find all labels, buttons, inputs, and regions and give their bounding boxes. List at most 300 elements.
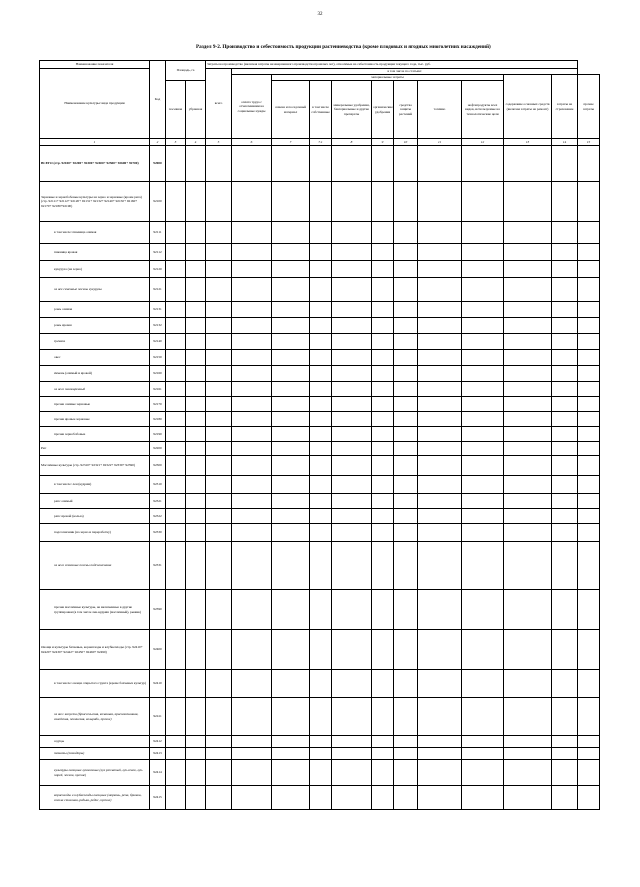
- value-cell[interactable]: [504, 670, 552, 698]
- value-cell[interactable]: [552, 146, 578, 182]
- value-cell[interactable]: [232, 318, 272, 334]
- value-cell[interactable]: [552, 318, 578, 334]
- value-cell[interactable]: [232, 670, 272, 698]
- value-cell[interactable]: [504, 334, 552, 350]
- value-cell[interactable]: [272, 427, 310, 442]
- value-cell[interactable]: [186, 524, 206, 542]
- value-cell[interactable]: [166, 278, 186, 302]
- value-cell[interactable]: [232, 334, 272, 350]
- value-cell[interactable]: [186, 261, 206, 278]
- value-cell[interactable]: [552, 334, 578, 350]
- value-cell[interactable]: [232, 427, 272, 442]
- value-cell[interactable]: [578, 630, 600, 670]
- value-cell[interactable]: [232, 494, 272, 509]
- value-cell[interactable]: [578, 590, 600, 630]
- value-cell[interactable]: [462, 748, 504, 760]
- value-cell[interactable]: [372, 748, 394, 760]
- value-cell[interactable]: [462, 350, 504, 366]
- value-cell[interactable]: [462, 244, 504, 261]
- value-cell[interactable]: [310, 670, 332, 698]
- value-cell[interactable]: [372, 182, 394, 222]
- value-cell[interactable]: [186, 442, 206, 456]
- value-cell[interactable]: [206, 222, 232, 244]
- value-cell[interactable]: [232, 630, 272, 670]
- value-cell[interactable]: [372, 736, 394, 748]
- value-cell[interactable]: [332, 524, 372, 542]
- value-cell[interactable]: [206, 456, 232, 476]
- value-cell[interactable]: [504, 698, 552, 736]
- value-cell[interactable]: [332, 698, 372, 736]
- value-cell[interactable]: [418, 412, 462, 427]
- value-cell[interactable]: [272, 318, 310, 334]
- value-cell[interactable]: [186, 222, 206, 244]
- value-cell[interactable]: [186, 302, 206, 318]
- value-cell[interactable]: [166, 509, 186, 524]
- value-cell[interactable]: [462, 397, 504, 412]
- value-cell[interactable]: [504, 590, 552, 630]
- value-cell[interactable]: [578, 222, 600, 244]
- value-cell[interactable]: [504, 350, 552, 366]
- value-cell[interactable]: [332, 146, 372, 182]
- value-cell[interactable]: [232, 182, 272, 222]
- value-cell[interactable]: [418, 222, 462, 244]
- value-cell[interactable]: [372, 146, 394, 182]
- value-cell[interactable]: [206, 590, 232, 630]
- value-cell[interactable]: [504, 182, 552, 222]
- value-cell[interactable]: [578, 350, 600, 366]
- value-cell[interactable]: [418, 397, 462, 412]
- value-cell[interactable]: [372, 476, 394, 494]
- value-cell[interactable]: [310, 366, 332, 382]
- value-cell[interactable]: [206, 382, 232, 397]
- value-cell[interactable]: [394, 412, 418, 427]
- value-cell[interactable]: [372, 524, 394, 542]
- value-cell[interactable]: [372, 456, 394, 476]
- value-cell[interactable]: [578, 748, 600, 760]
- value-cell[interactable]: [552, 542, 578, 590]
- value-cell[interactable]: [310, 494, 332, 509]
- value-cell[interactable]: [372, 670, 394, 698]
- value-cell[interactable]: [272, 542, 310, 590]
- value-cell[interactable]: [418, 760, 462, 786]
- value-cell[interactable]: [418, 442, 462, 456]
- value-cell[interactable]: [578, 302, 600, 318]
- value-cell[interactable]: [578, 698, 600, 736]
- value-cell[interactable]: [272, 350, 310, 366]
- value-cell[interactable]: [166, 736, 186, 748]
- value-cell[interactable]: [394, 630, 418, 670]
- value-cell[interactable]: [232, 302, 272, 318]
- value-cell[interactable]: [186, 397, 206, 412]
- value-cell[interactable]: [578, 261, 600, 278]
- value-cell[interactable]: [578, 670, 600, 698]
- value-cell[interactable]: [206, 542, 232, 590]
- value-cell[interactable]: [418, 146, 462, 182]
- value-cell[interactable]: [332, 494, 372, 509]
- value-cell[interactable]: [186, 427, 206, 442]
- value-cell[interactable]: [310, 630, 332, 670]
- value-cell[interactable]: [232, 524, 272, 542]
- value-cell[interactable]: [504, 524, 552, 542]
- value-cell[interactable]: [372, 334, 394, 350]
- value-cell[interactable]: [418, 670, 462, 698]
- value-cell[interactable]: [552, 456, 578, 476]
- value-cell[interactable]: [462, 476, 504, 494]
- value-cell[interactable]: [272, 146, 310, 182]
- value-cell[interactable]: [332, 382, 372, 397]
- value-cell[interactable]: [552, 524, 578, 542]
- value-cell[interactable]: [166, 542, 186, 590]
- value-cell[interactable]: [206, 278, 232, 302]
- value-cell[interactable]: [272, 244, 310, 261]
- value-cell[interactable]: [578, 442, 600, 456]
- value-cell[interactable]: [206, 736, 232, 748]
- value-cell[interactable]: [394, 182, 418, 222]
- value-cell[interactable]: [186, 630, 206, 670]
- value-cell[interactable]: [310, 698, 332, 736]
- value-cell[interactable]: [232, 146, 272, 182]
- value-cell[interactable]: [578, 456, 600, 476]
- value-cell[interactable]: [552, 630, 578, 670]
- value-cell[interactable]: [206, 442, 232, 456]
- value-cell[interactable]: [272, 302, 310, 318]
- value-cell[interactable]: [310, 427, 332, 442]
- value-cell[interactable]: [272, 476, 310, 494]
- value-cell[interactable]: [462, 760, 504, 786]
- value-cell[interactable]: [504, 542, 552, 590]
- value-cell[interactable]: [232, 698, 272, 736]
- value-cell[interactable]: [186, 786, 206, 810]
- value-cell[interactable]: [578, 786, 600, 810]
- value-cell[interactable]: [394, 736, 418, 748]
- value-cell[interactable]: [206, 397, 232, 412]
- value-cell[interactable]: [332, 366, 372, 382]
- value-cell[interactable]: [462, 278, 504, 302]
- value-cell[interactable]: [272, 760, 310, 786]
- value-cell[interactable]: [166, 182, 186, 222]
- value-cell[interactable]: [310, 456, 332, 476]
- value-cell[interactable]: [372, 509, 394, 524]
- value-cell[interactable]: [186, 760, 206, 786]
- value-cell[interactable]: [166, 427, 186, 442]
- value-cell[interactable]: [504, 509, 552, 524]
- value-cell[interactable]: [166, 760, 186, 786]
- value-cell[interactable]: [552, 736, 578, 748]
- value-cell[interactable]: [232, 509, 272, 524]
- value-cell[interactable]: [332, 397, 372, 412]
- value-cell[interactable]: [310, 278, 332, 302]
- value-cell[interactable]: [232, 760, 272, 786]
- value-cell[interactable]: [504, 366, 552, 382]
- value-cell[interactable]: [372, 630, 394, 670]
- value-cell[interactable]: [206, 760, 232, 786]
- value-cell[interactable]: [166, 590, 186, 630]
- value-cell[interactable]: [504, 456, 552, 476]
- value-cell[interactable]: [332, 334, 372, 350]
- value-cell[interactable]: [418, 736, 462, 748]
- value-cell[interactable]: [394, 590, 418, 630]
- value-cell[interactable]: [206, 334, 232, 350]
- value-cell[interactable]: [206, 670, 232, 698]
- value-cell[interactable]: [166, 670, 186, 698]
- value-cell[interactable]: [310, 412, 332, 427]
- value-cell[interactable]: [462, 786, 504, 810]
- value-cell[interactable]: [418, 786, 462, 810]
- value-cell[interactable]: [332, 442, 372, 456]
- value-cell[interactable]: [462, 427, 504, 442]
- value-cell[interactable]: [394, 509, 418, 524]
- value-cell[interactable]: [206, 476, 232, 494]
- value-cell[interactable]: [578, 524, 600, 542]
- value-cell[interactable]: [166, 244, 186, 261]
- value-cell[interactable]: [578, 494, 600, 509]
- value-cell[interactable]: [504, 412, 552, 427]
- value-cell[interactable]: [232, 736, 272, 748]
- value-cell[interactable]: [332, 182, 372, 222]
- value-cell[interactable]: [372, 302, 394, 318]
- value-cell[interactable]: [504, 261, 552, 278]
- value-cell[interactable]: [578, 412, 600, 427]
- value-cell[interactable]: [272, 366, 310, 382]
- value-cell[interactable]: [166, 786, 186, 810]
- value-cell[interactable]: [372, 318, 394, 334]
- value-cell[interactable]: [310, 182, 332, 222]
- value-cell[interactable]: [272, 670, 310, 698]
- value-cell[interactable]: [272, 412, 310, 427]
- value-cell[interactable]: [272, 509, 310, 524]
- value-cell[interactable]: [310, 542, 332, 590]
- value-cell[interactable]: [504, 494, 552, 509]
- value-cell[interactable]: [418, 524, 462, 542]
- value-cell[interactable]: [332, 476, 372, 494]
- value-cell[interactable]: [552, 278, 578, 302]
- value-cell[interactable]: [504, 748, 552, 760]
- value-cell[interactable]: [310, 476, 332, 494]
- value-cell[interactable]: [232, 456, 272, 476]
- value-cell[interactable]: [272, 630, 310, 670]
- value-cell[interactable]: [552, 302, 578, 318]
- value-cell[interactable]: [310, 736, 332, 748]
- value-cell[interactable]: [372, 412, 394, 427]
- value-cell[interactable]: [232, 222, 272, 244]
- value-cell[interactable]: [186, 366, 206, 382]
- value-cell[interactable]: [310, 760, 332, 786]
- value-cell[interactable]: [578, 182, 600, 222]
- value-cell[interactable]: [578, 736, 600, 748]
- value-cell[interactable]: [372, 786, 394, 810]
- value-cell[interactable]: [166, 476, 186, 494]
- value-cell[interactable]: [504, 382, 552, 397]
- value-cell[interactable]: [332, 786, 372, 810]
- value-cell[interactable]: [186, 670, 206, 698]
- value-cell[interactable]: [372, 244, 394, 261]
- value-cell[interactable]: [578, 427, 600, 442]
- value-cell[interactable]: [552, 350, 578, 366]
- value-cell[interactable]: [232, 278, 272, 302]
- value-cell[interactable]: [418, 302, 462, 318]
- value-cell[interactable]: [418, 350, 462, 366]
- value-cell[interactable]: [504, 786, 552, 810]
- value-cell[interactable]: [232, 412, 272, 427]
- value-cell[interactable]: [462, 509, 504, 524]
- value-cell[interactable]: [418, 509, 462, 524]
- value-cell[interactable]: [462, 412, 504, 427]
- value-cell[interactable]: [394, 382, 418, 397]
- value-cell[interactable]: [166, 261, 186, 278]
- value-cell[interactable]: [462, 456, 504, 476]
- value-cell[interactable]: [206, 146, 232, 182]
- value-cell[interactable]: [272, 698, 310, 736]
- value-cell[interactable]: [186, 509, 206, 524]
- value-cell[interactable]: [372, 590, 394, 630]
- value-cell[interactable]: [310, 244, 332, 261]
- value-cell[interactable]: [272, 222, 310, 244]
- value-cell[interactable]: [310, 146, 332, 182]
- value-cell[interactable]: [206, 302, 232, 318]
- value-cell[interactable]: [206, 412, 232, 427]
- value-cell[interactable]: [310, 318, 332, 334]
- value-cell[interactable]: [186, 382, 206, 397]
- value-cell[interactable]: [372, 542, 394, 590]
- value-cell[interactable]: [552, 182, 578, 222]
- value-cell[interactable]: [504, 442, 552, 456]
- value-cell[interactable]: [232, 748, 272, 760]
- value-cell[interactable]: [394, 222, 418, 244]
- value-cell[interactable]: [232, 382, 272, 397]
- value-cell[interactable]: [206, 698, 232, 736]
- value-cell[interactable]: [232, 350, 272, 366]
- value-cell[interactable]: [504, 736, 552, 748]
- value-cell[interactable]: [272, 397, 310, 412]
- value-cell[interactable]: [552, 476, 578, 494]
- value-cell[interactable]: [462, 382, 504, 397]
- value-cell[interactable]: [372, 442, 394, 456]
- value-cell[interactable]: [332, 318, 372, 334]
- value-cell[interactable]: [552, 366, 578, 382]
- value-cell[interactable]: [418, 366, 462, 382]
- value-cell[interactable]: [462, 302, 504, 318]
- value-cell[interactable]: [372, 698, 394, 736]
- value-cell[interactable]: [206, 182, 232, 222]
- value-cell[interactable]: [310, 590, 332, 630]
- value-cell[interactable]: [578, 382, 600, 397]
- value-cell[interactable]: [394, 456, 418, 476]
- value-cell[interactable]: [310, 382, 332, 397]
- value-cell[interactable]: [394, 494, 418, 509]
- value-cell[interactable]: [310, 442, 332, 456]
- value-cell[interactable]: [418, 542, 462, 590]
- value-cell[interactable]: [394, 318, 418, 334]
- value-cell[interactable]: [166, 698, 186, 736]
- value-cell[interactable]: [332, 542, 372, 590]
- value-cell[interactable]: [372, 350, 394, 366]
- value-cell[interactable]: [272, 786, 310, 810]
- value-cell[interactable]: [462, 494, 504, 509]
- value-cell[interactable]: [394, 427, 418, 442]
- value-cell[interactable]: [394, 476, 418, 494]
- value-cell[interactable]: [394, 302, 418, 318]
- value-cell[interactable]: [310, 222, 332, 244]
- value-cell[interactable]: [332, 302, 372, 318]
- value-cell[interactable]: [394, 542, 418, 590]
- value-cell[interactable]: [394, 760, 418, 786]
- value-cell[interactable]: [272, 278, 310, 302]
- value-cell[interactable]: [578, 509, 600, 524]
- value-cell[interactable]: [552, 261, 578, 278]
- value-cell[interactable]: [166, 382, 186, 397]
- value-cell[interactable]: [206, 318, 232, 334]
- value-cell[interactable]: [232, 366, 272, 382]
- value-cell[interactable]: [206, 261, 232, 278]
- value-cell[interactable]: [272, 382, 310, 397]
- value-cell[interactable]: [394, 350, 418, 366]
- value-cell[interactable]: [272, 748, 310, 760]
- value-cell[interactable]: [332, 278, 372, 302]
- value-cell[interactable]: [372, 366, 394, 382]
- value-cell[interactable]: [394, 397, 418, 412]
- value-cell[interactable]: [504, 244, 552, 261]
- value-cell[interactable]: [186, 748, 206, 760]
- value-cell[interactable]: [394, 748, 418, 760]
- value-cell[interactable]: [418, 244, 462, 261]
- value-cell[interactable]: [372, 261, 394, 278]
- value-cell[interactable]: [272, 524, 310, 542]
- value-cell[interactable]: [372, 397, 394, 412]
- value-cell[interactable]: [372, 382, 394, 397]
- value-cell[interactable]: [166, 146, 186, 182]
- value-cell[interactable]: [418, 382, 462, 397]
- value-cell[interactable]: [332, 456, 372, 476]
- value-cell[interactable]: [186, 476, 206, 494]
- value-cell[interactable]: [462, 222, 504, 244]
- value-cell[interactable]: [332, 760, 372, 786]
- value-cell[interactable]: [578, 760, 600, 786]
- value-cell[interactable]: [310, 261, 332, 278]
- value-cell[interactable]: [578, 476, 600, 494]
- value-cell[interactable]: [462, 146, 504, 182]
- value-cell[interactable]: [310, 524, 332, 542]
- value-cell[interactable]: [166, 397, 186, 412]
- value-cell[interactable]: [310, 786, 332, 810]
- value-cell[interactable]: [462, 366, 504, 382]
- value-cell[interactable]: [578, 397, 600, 412]
- value-cell[interactable]: [186, 590, 206, 630]
- value-cell[interactable]: [578, 278, 600, 302]
- value-cell[interactable]: [206, 748, 232, 760]
- value-cell[interactable]: [166, 366, 186, 382]
- value-cell[interactable]: [166, 302, 186, 318]
- value-cell[interactable]: [186, 736, 206, 748]
- value-cell[interactable]: [394, 698, 418, 736]
- value-cell[interactable]: [394, 366, 418, 382]
- value-cell[interactable]: [186, 334, 206, 350]
- value-cell[interactable]: [166, 222, 186, 244]
- value-cell[interactable]: [232, 590, 272, 630]
- value-cell[interactable]: [552, 760, 578, 786]
- value-cell[interactable]: [462, 334, 504, 350]
- value-cell[interactable]: [462, 182, 504, 222]
- value-cell[interactable]: [504, 302, 552, 318]
- value-cell[interactable]: [372, 427, 394, 442]
- value-cell[interactable]: [332, 350, 372, 366]
- value-cell[interactable]: [186, 318, 206, 334]
- value-cell[interactable]: [166, 456, 186, 476]
- value-cell[interactable]: [418, 318, 462, 334]
- value-cell[interactable]: [232, 261, 272, 278]
- value-cell[interactable]: [206, 244, 232, 261]
- value-cell[interactable]: [578, 318, 600, 334]
- value-cell[interactable]: [504, 318, 552, 334]
